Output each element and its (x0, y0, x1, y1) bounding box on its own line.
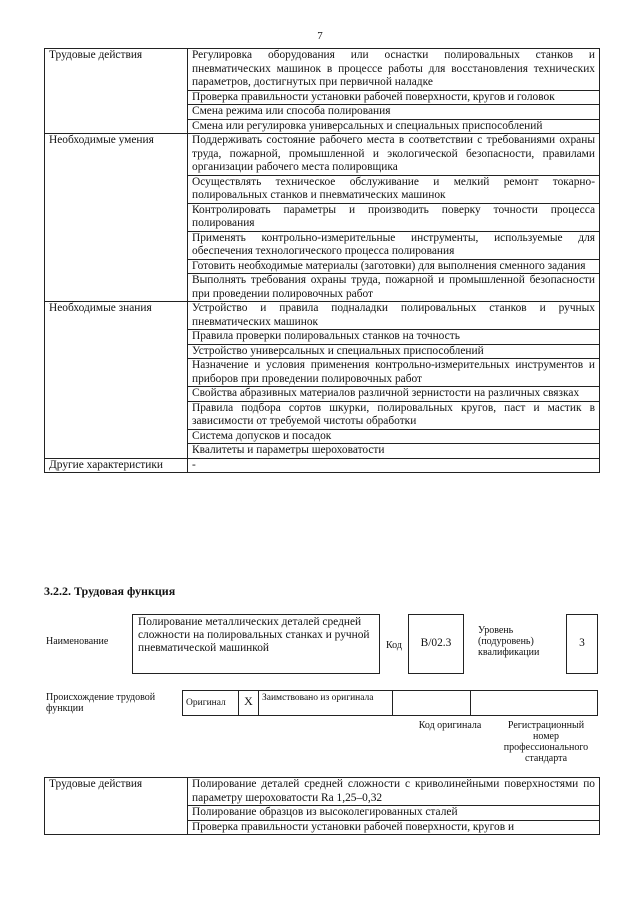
table-cell: Выполнять требования охраны труда, пожарной и промышленной безопасности при проведении полировочных работ (188, 274, 600, 302)
table-cell: Правила проверки полировальных станков на точность (188, 330, 600, 345)
work-actions-table (44, 777, 600, 835)
code-original-cell (393, 691, 471, 715)
table-cell: Регулировка оборудования или оснастки полировальных станков и пневматических машинок в процессе работы для восстановления технических параметров, достигнутых при первичной наладке (188, 49, 600, 91)
table-cell: Устройство и правила подналадки полировальных станков и ручных пневматических машинок (188, 302, 600, 330)
original-label: Оригинал (183, 691, 239, 715)
category-cell: Необходимые умения (45, 134, 188, 302)
function-name-box: Полирование металлических деталей средней сложности на полировальных станках и ручной пневматической машинкой (132, 614, 380, 674)
table-cell: - (188, 458, 600, 473)
requirements-table (44, 48, 600, 473)
category-cell: Трудовые действия (45, 49, 188, 134)
borrowed-label: Заимствовано из оригинала (259, 691, 393, 715)
table-cell: Контролировать параметры и производить поверку точности процесса полирования (188, 203, 600, 231)
page-number: 7 (317, 30, 323, 42)
cut-off-text: Проверка правильности установки рабочей поверхности, кругов и (192, 820, 515, 833)
category-cell: Другие характеристики (45, 458, 188, 473)
category-cell: Трудовые действия (45, 778, 188, 835)
reg-number-label: Регистрационный номер профессионального стандарта (503, 720, 589, 764)
origin-row (182, 690, 598, 716)
table-cell: Система допусков и посадок (188, 429, 600, 444)
table-cell: Поддерживать состояние рабочего места в соответствии с требованиями охраны труда, пожарной, промышленной и экологической безопасности, правилами организации рабочего места полировщика (188, 134, 600, 176)
table-cell: Назначение и условия применения контрольно-измерительных инструментов и приборов при проведении полировочных работ (188, 359, 600, 387)
level-value-box: 3 (566, 614, 598, 674)
original-mark: X (239, 691, 259, 715)
table-cell (188, 820, 600, 834)
table-cell: Полирование образцов из высоколегированных сталей (188, 806, 600, 821)
table-cell: Готовить необходимые материалы (заготовки) для выполнения сменного задания (188, 259, 600, 274)
table-cell: Смена или регулировка универсальных и специальных приспособлений (188, 119, 600, 134)
section-title: 3.2.2. Трудовая функция (44, 584, 176, 598)
table-cell: Правила подбора сортов шкурки, полировальных кругов, паст и мастик в зависимости от требуемой чистоты обработки (188, 401, 600, 429)
code-original-label: Код оригинала (418, 720, 482, 731)
table-cell: Полирование деталей средней сложности с криволинейными поверхностями по параметру шероховатости Ra 1,25–0,32 (188, 778, 600, 806)
level-label: Уровень (подуровень) квалификации (478, 625, 540, 658)
table-cell: Применять контрольно-измерительные инструменты, используемые для обеспечения технологического процесса полирования (188, 231, 600, 259)
code-value-box: B/02.3 (408, 614, 464, 674)
origin-label: Происхождение трудовой функции (46, 692, 156, 714)
table-cell: Осуществлять техническое обслуживание и мелкий ремонт токарно-полировальных станков и пневматических машинок (188, 175, 600, 203)
table-cell: Устройство универсальных и специальных приспособлений (188, 344, 600, 359)
table-cell: Свойства абразивных материалов различной зернистости на различных связках (188, 387, 600, 402)
name-label: Наименование (46, 636, 109, 647)
table-cell: Смена режима или способа полирования (188, 105, 600, 120)
reg-number-cell (471, 691, 597, 715)
table-cell: Квалитеты и параметры шероховатости (188, 444, 600, 459)
table-cell: Проверка правильности установки рабочей поверхности, кругов и головок (188, 90, 600, 105)
code-label: Код (386, 640, 402, 651)
category-cell: Необходимые знания (45, 302, 188, 459)
